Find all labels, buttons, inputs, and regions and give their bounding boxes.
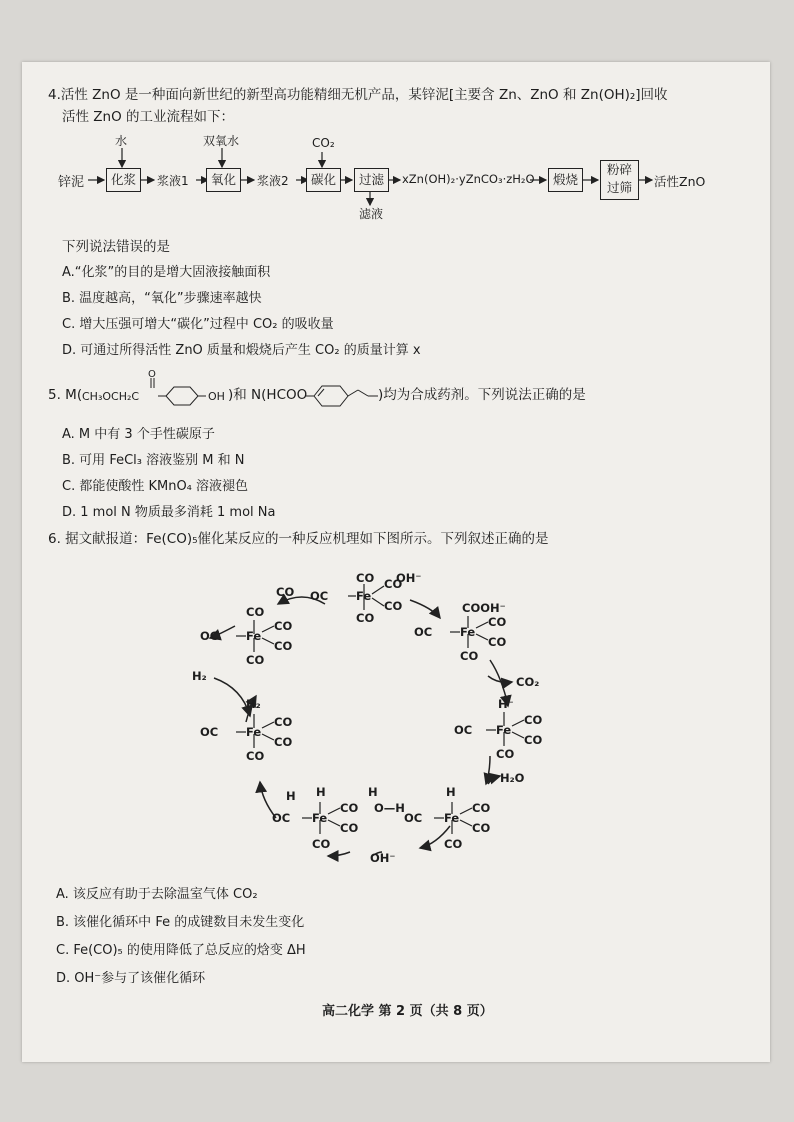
bl-oc: OC [272, 811, 291, 825]
bl-co-1: CO [340, 801, 359, 815]
q5-suffix: )均为合成药剂。下列说法正确的是 [378, 387, 586, 403]
q6-option-a: A. 该反应有助于去除温室气体 CO₂ [56, 887, 258, 902]
flow-solid: xZn(OH)₂·yZnCO₃·zH₂O [402, 172, 535, 186]
left-co-4: CO [246, 653, 265, 667]
flow-box-oxidize: 氧化 [206, 168, 241, 192]
ll-fe: Fe [246, 725, 262, 739]
flow-box-filter: 过滤 [354, 168, 389, 192]
q4-option-d: D. 可通过所得活性 ZnO 质量和煅烧后产生 CO₂ 的质量计算 x [62, 343, 421, 358]
q4-option-b: B. 温度越高，“氧化”步骤速率越快 [62, 291, 262, 306]
rl-co-3: CO [496, 747, 515, 761]
q5-option-a: A. M 中有 3 个手性碳原子 [62, 427, 215, 442]
ll-co-1: CO [274, 715, 293, 729]
top-fe: Fe [356, 589, 372, 603]
mid-ohminus: OH⁻ [370, 851, 396, 865]
flow-box-crush-sieve [600, 160, 639, 200]
co2-out: CO₂ [516, 675, 540, 689]
q4-ask: 下列说法错误的是 [62, 239, 170, 255]
left-co-2: CO [274, 619, 293, 633]
br-oc: OC [404, 811, 423, 825]
q4-option-c: C. 增大压强可增大“碳化”过程中 CO₂ 的吸收量 [62, 317, 334, 332]
right-co-1: CO [488, 615, 507, 629]
flow-slurry2: 浆液2 [257, 174, 289, 188]
q6-option-d: D. OH⁻参与了该催化循环 [56, 971, 206, 986]
flow-start: 锌泥 [58, 175, 85, 190]
q5-m-oh: OH [208, 390, 225, 403]
q5-option-c: C. 都能使酸性 KMnO₄ 溶液褪色 [62, 479, 249, 494]
flow-sieve: 过筛 [606, 180, 632, 195]
top-co-2: CO [384, 577, 403, 591]
rl-oc: OC [454, 723, 473, 737]
q5-option-d: D. 1 mol N 物质最多消耗 1 mol Na [62, 505, 276, 520]
mid-h: H [368, 785, 378, 799]
q6-stem: 6. 据文献报道：Fe(CO)₅催化某反应的一种反应机理如下图所示。下列叙述正确的是 [48, 531, 549, 547]
flow-box-calcine: 煅烧 [548, 168, 583, 192]
rl-hminus: H⁻ [498, 697, 514, 711]
q6-option-b: B. 该催化循环中 Fe 的成键数目未发生变化 [56, 915, 305, 930]
bl-co-3: CO [312, 837, 331, 851]
right-co-2: CO [488, 635, 507, 649]
mid-oh: O—H [374, 801, 405, 815]
q6-option-c: C. Fe(CO)₅ 的使用降低了总反应的焓变 ΔH [56, 943, 306, 958]
bl-co-2: CO [340, 821, 359, 835]
flow-slurry1: 浆液1 [157, 174, 189, 188]
q6-mechanism-diagram [150, 556, 590, 886]
q5-option-b: B. 可用 FeCl₃ 溶液鉴别 M 和 N [62, 453, 245, 468]
flow-h2o2: 双氧水 [203, 134, 240, 148]
left-co-1: CO [246, 605, 265, 619]
flow-co2: CO₂ [312, 136, 335, 150]
br-fe: Fe [444, 811, 460, 825]
ll-oc: OC [200, 725, 219, 739]
q5-carbonyl-o: O [148, 369, 156, 380]
top-co-3: CO [384, 599, 403, 613]
q4-stem-2: 活性 ZnO 的工业流程如下： [62, 109, 235, 125]
flow-water: 水 [115, 134, 128, 148]
flow-box-slurry: 化浆 [106, 168, 141, 192]
ll-co-2: CO [274, 735, 293, 749]
ll-h2: H₂ [246, 697, 261, 711]
flow-crush: 粉碎 [606, 162, 632, 177]
q5-mid: )和 N(HCOO [228, 387, 308, 403]
left-oc: OC [200, 629, 219, 643]
br-co-2: CO [472, 821, 491, 835]
bl-fe: Fe [312, 811, 328, 825]
right-co-3: CO [460, 649, 479, 663]
flow-product: 活性ZnO [654, 174, 706, 189]
left-fe: Fe [246, 629, 262, 643]
top-oc: OC [310, 589, 329, 603]
rl-co-2: CO [524, 733, 543, 747]
q4-option-a: A.“化浆”的目的是增大固液接触面积 [62, 265, 271, 280]
ll-co-3: CO [246, 749, 265, 763]
top-co-1: CO [356, 571, 375, 585]
q4-flowchart [56, 130, 746, 220]
bl-h: H [286, 789, 296, 803]
q5-stem [48, 364, 768, 404]
rl-co-1: CO [524, 713, 543, 727]
q5-prefix: 5. M( [48, 387, 83, 403]
left-h2-in: H₂ [192, 669, 207, 683]
right-fe: Fe [460, 625, 476, 639]
q5-m-group: CH₃OCH₂C [82, 390, 140, 403]
bl-h-top: H [316, 785, 326, 799]
br-co-3: CO [444, 837, 463, 851]
h2o-in: H₂O [500, 771, 525, 785]
flow-filtrate: 滤液 [359, 207, 384, 221]
right-oc: OC [414, 625, 433, 639]
br-co-1: CO [472, 801, 491, 815]
top-left-co: CO [276, 585, 295, 599]
top-oh: OH⁻ [396, 571, 422, 585]
flow-box-carbonize: 碳化 [306, 168, 341, 192]
page-footer: 高二化学 第 2 页（共 8 页） [322, 1004, 493, 1019]
rl-fe: Fe [496, 723, 512, 737]
br-h: H [446, 785, 456, 799]
right-cooh: COOH⁻ [462, 601, 506, 615]
q4-stem: 4.活性 ZnO 是一种面向新世纪的新型高功能精细无机产品，某锌泥[主要含 Zn、ZnO 和 Zn(OH)₂]回收 [48, 87, 668, 103]
left-co-3: CO [274, 639, 293, 653]
top-co-4: CO [356, 611, 375, 625]
